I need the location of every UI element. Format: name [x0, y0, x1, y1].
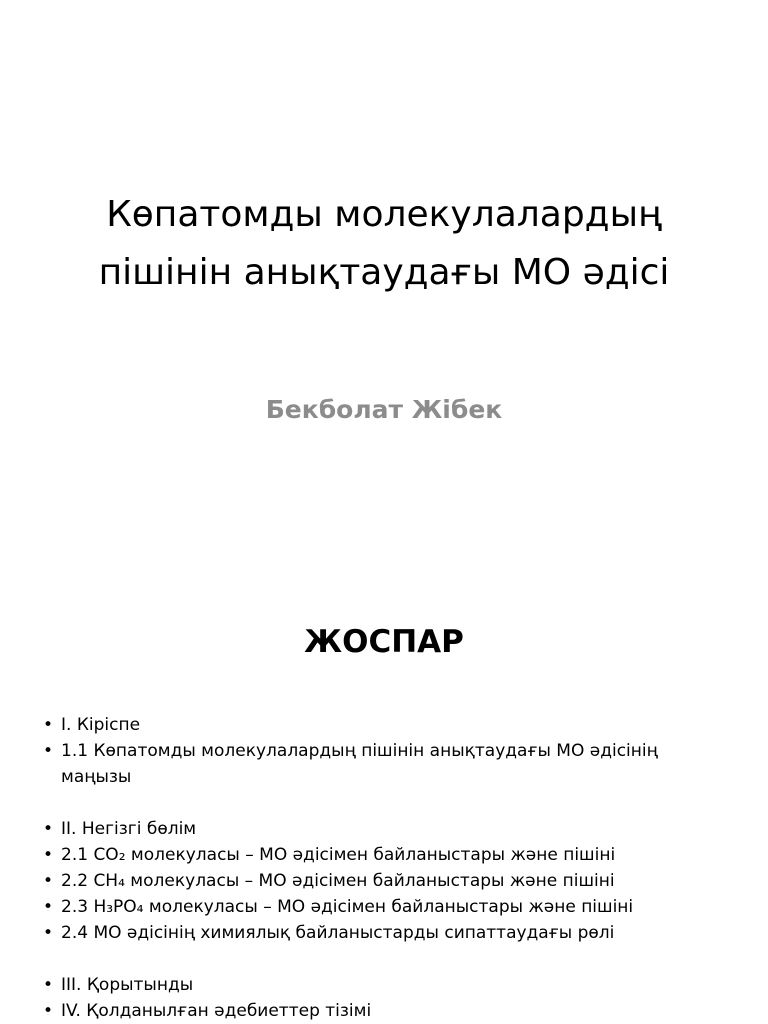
plan-heading: ЖОСПАР — [304, 624, 464, 660]
plan-item: • 2.1 CO₂ молекуласы – МО әдісімен байланыстары және пішіні — [42, 842, 722, 868]
plan-item: • III. Қорытынды — [42, 972, 722, 998]
plan-item: • IV. Қолданылған әдебиеттер тізімі — [42, 998, 722, 1024]
title-line-1: Көпатомды молекулалардың — [106, 194, 662, 235]
plan-slide — [0, 512, 768, 1024]
plan-item: • 2.3 H₃PO₄ молекуласы – МО әдісімен байланыстары және пішіні — [42, 894, 722, 920]
plan-item: • I. Кіріспе — [42, 712, 722, 738]
presentation-title — [0, 186, 768, 302]
author-name: Бекболат Жібек — [265, 395, 503, 424]
title-line-2: пішінін анықтаудағы МО әдісі — [98, 252, 670, 293]
plan-item: • 2.2 CH₄ молекуласы – МО әдісімен байланыстары және пішіні — [42, 868, 722, 894]
plan-item: • 2.4 МО әдісінің химиялық байланыстарды сипаттаудағы рөлі — [42, 920, 722, 946]
plan-item: • 1.1 Көпатомды молекулалардың пішінін анықтаудағы МО әдісінің маңызы — [42, 738, 722, 790]
plan-list — [42, 712, 722, 1024]
plan-item: • II. Негізгі бөлім — [42, 816, 722, 842]
